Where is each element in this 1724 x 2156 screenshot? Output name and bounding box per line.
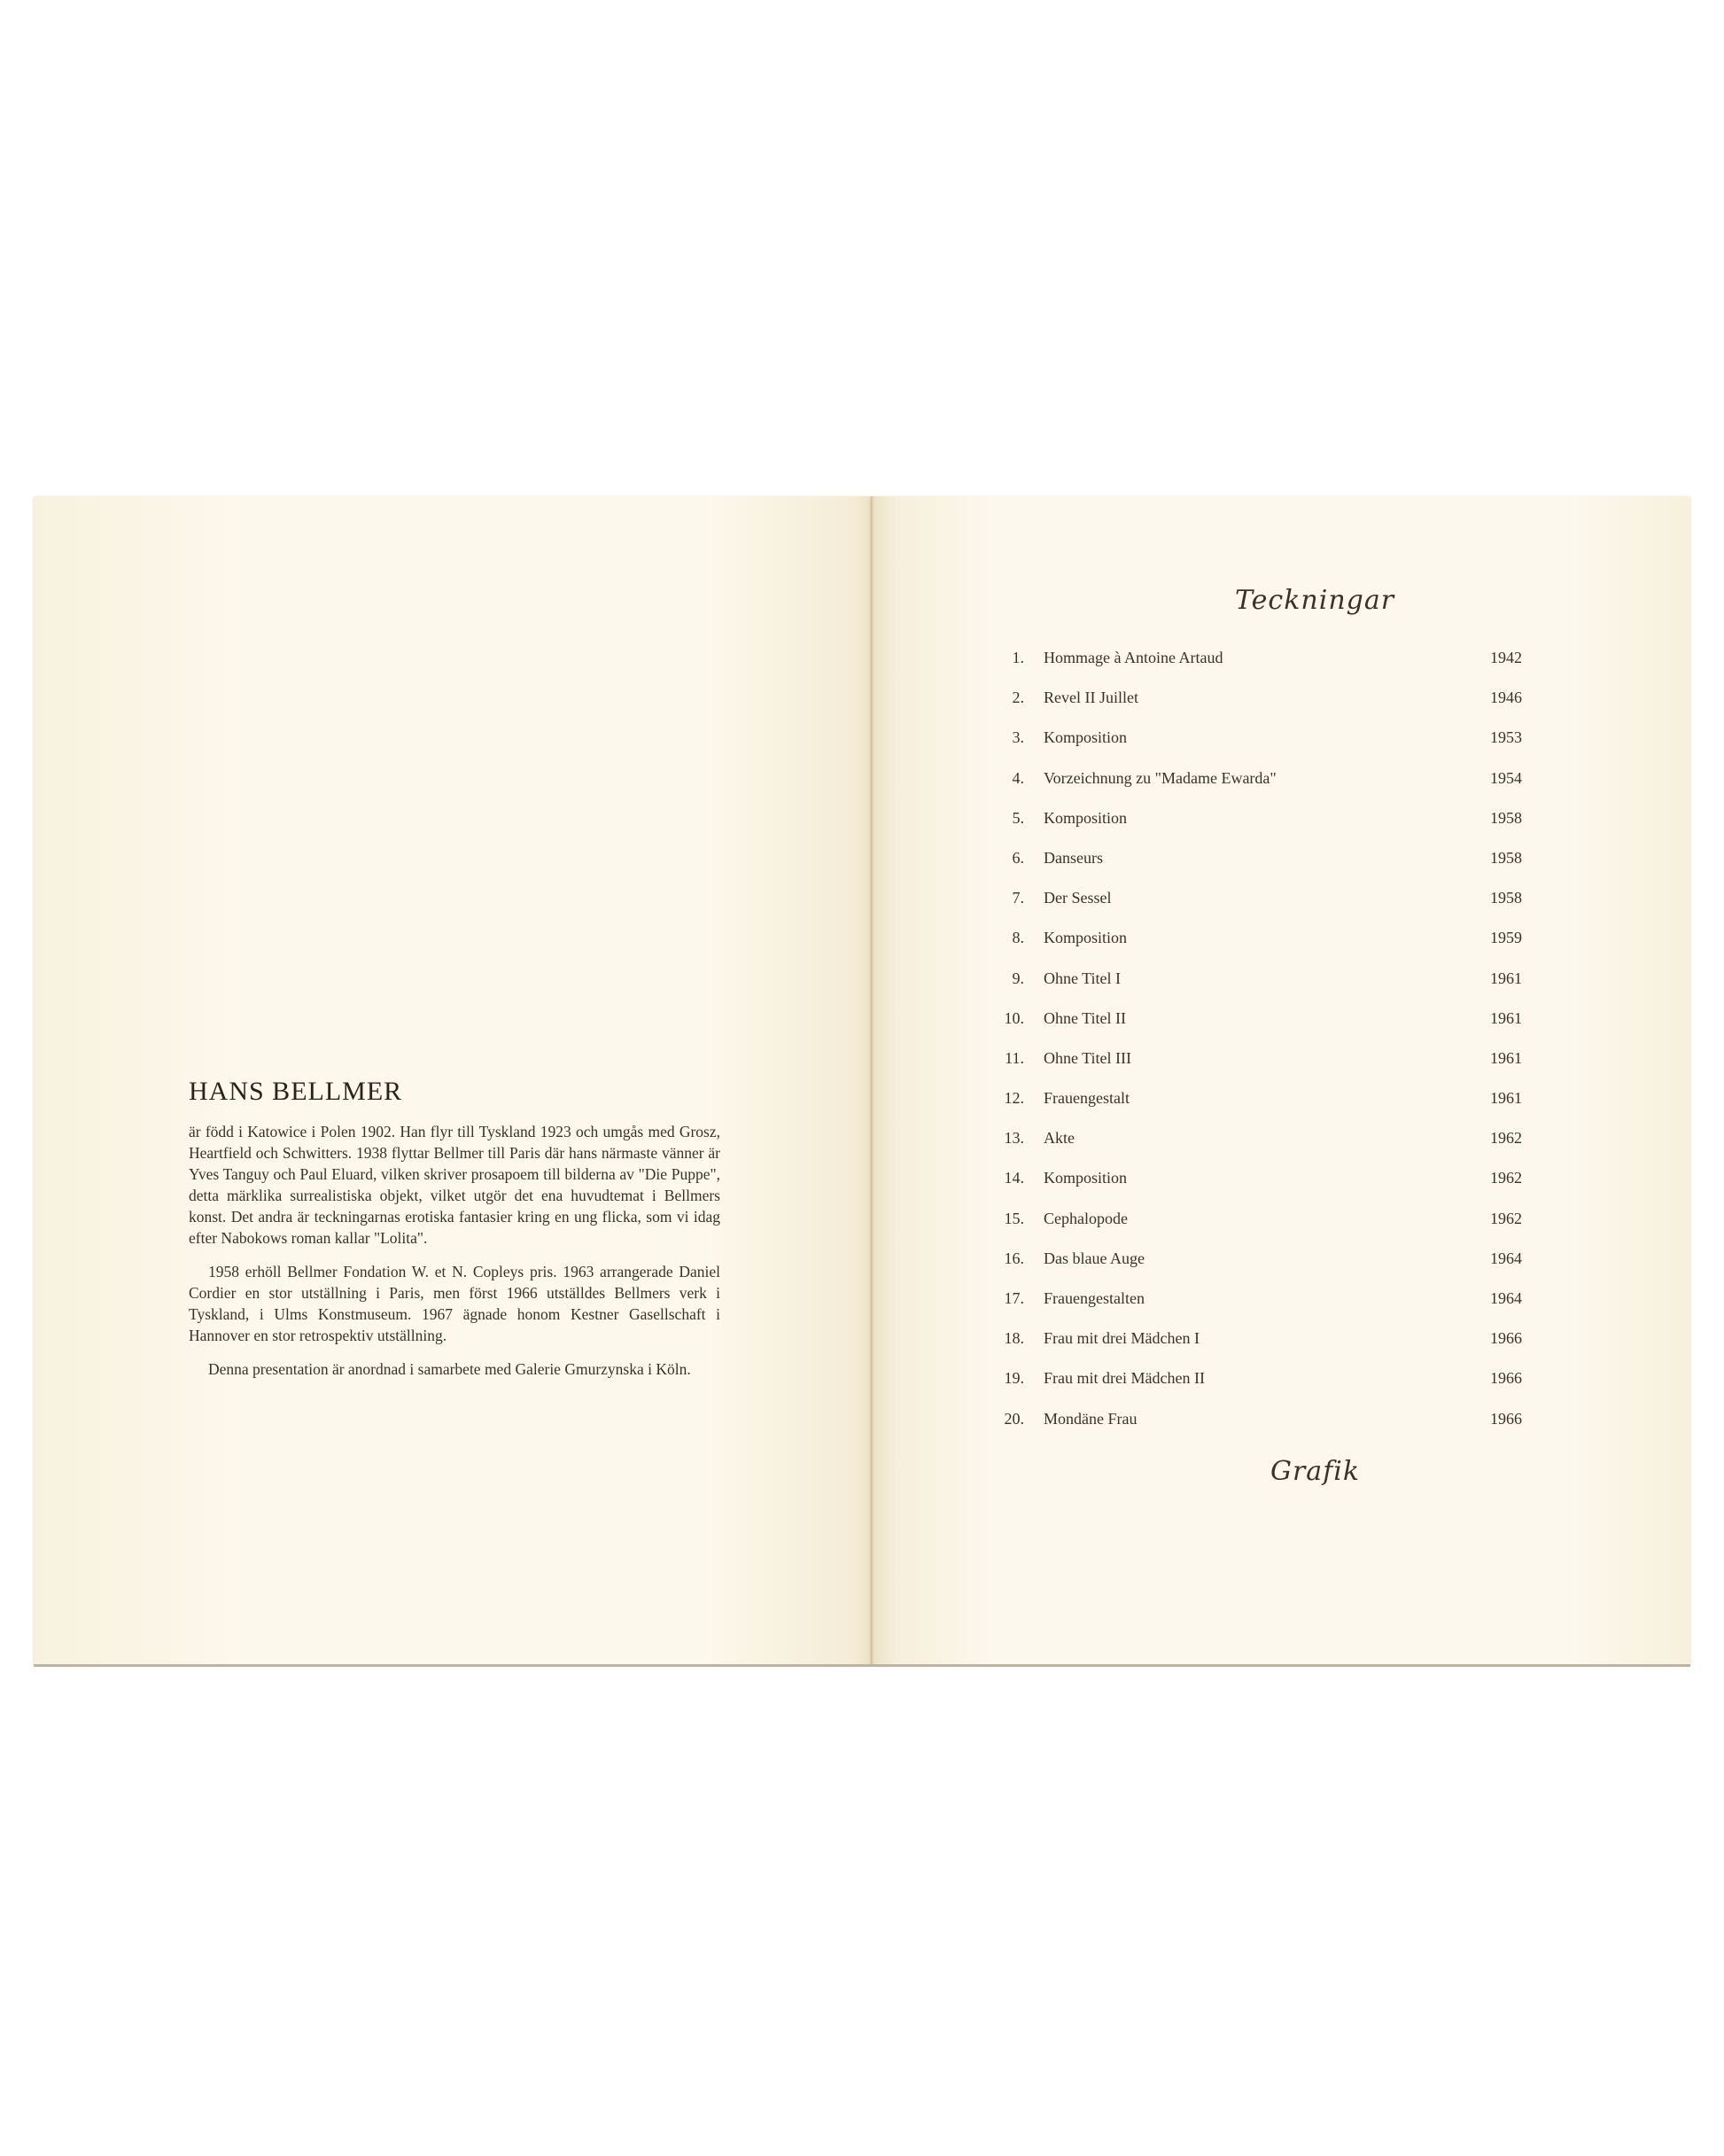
item-title: Frauengestalt: [1044, 1089, 1130, 1108]
item-year: 1961: [1490, 1008, 1522, 1027]
item-title: Frau mit drei Mädchen I: [1044, 1329, 1200, 1348]
list-item: [999, 929, 1522, 969]
item-number: 19.: [1004, 1369, 1024, 1388]
list-item: [999, 1129, 1522, 1169]
item-number: 2.: [1012, 689, 1024, 707]
artist-name-heading: HANS BELLMER: [189, 1077, 403, 1106]
item-year: 1958: [1490, 889, 1522, 907]
list-item: [999, 809, 1522, 849]
item-number: 13.: [1004, 1129, 1024, 1148]
item-year: 1958: [1490, 808, 1522, 827]
list-item: [999, 1089, 1522, 1129]
item-year: 1966: [1490, 1329, 1522, 1348]
item-year: 1961: [1490, 1048, 1522, 1067]
page-bottom-edge: [34, 1664, 1690, 1667]
bio-paragraph: Denna presentation är anordnad i samarbete med Galerie Gmurzynska i Köln.: [208, 1360, 691, 1378]
list-item: [999, 889, 1522, 929]
item-number: 18.: [1004, 1329, 1024, 1348]
page-gutter: [869, 496, 874, 1664]
right-page: [872, 496, 1690, 1664]
list-item: [999, 1210, 1522, 1249]
item-number: 3.: [1012, 728, 1024, 747]
list-item: [999, 1169, 1522, 1209]
list-item: [999, 969, 1522, 1009]
item-year: 1962: [1490, 1209, 1522, 1227]
item-title: Ohne Titel III: [1044, 1048, 1131, 1067]
section-heading-drawings: Teckningar: [1235, 585, 1395, 616]
item-number: 16.: [1004, 1249, 1024, 1267]
list-item: [999, 1249, 1522, 1289]
item-year: 1964: [1490, 1289, 1522, 1307]
list-item: [999, 849, 1522, 889]
bio-paragraph: är född i Katowice i Polen 1902. Han flyr till Tyskland 1923 och umgås med Grosz, Heartfield och Schwitters. 1938 flyttar Bellmer till Paris där hans närmaste vänner är Yves Tanguy och Paul Eluard, vilken skriver prosapoem till bilderna av "Die Puppe", detta märklika surrealistiska objekt, vilket utgör det ena huvudtemat i Bellmers konst. Det andra är teckningarnas erotiska fantasier kring en ung flicka, som vi idag efter Nabokows roman kallar "Lolita".: [189, 1123, 720, 1247]
works-list: [999, 649, 1522, 1450]
item-title: Das blaue Auge: [1044, 1249, 1145, 1267]
list-item: [999, 1049, 1522, 1089]
item-title: Danseurs: [1044, 848, 1103, 867]
item-title: Cephalopode: [1044, 1209, 1128, 1227]
list-item: [999, 689, 1522, 728]
item-year: 1961: [1490, 1089, 1522, 1108]
item-year: 1946: [1490, 689, 1522, 707]
item-number: 12.: [1004, 1089, 1024, 1108]
item-number: 8.: [1012, 929, 1024, 947]
item-title: Komposition: [1044, 929, 1128, 947]
item-title: Ohne Titel I: [1044, 969, 1122, 987]
item-year: 1953: [1490, 728, 1522, 747]
item-year: 1964: [1490, 1249, 1522, 1267]
item-year: 1961: [1490, 969, 1522, 987]
item-title: Komposition: [1044, 808, 1128, 827]
item-title: Frauengestalten: [1044, 1289, 1145, 1307]
section-heading-prints: Grafik: [1270, 1456, 1361, 1487]
item-title: Der Sessel: [1044, 889, 1112, 907]
list-item: [999, 769, 1522, 809]
item-number: 20.: [1004, 1409, 1024, 1428]
item-title: Komposition: [1044, 1169, 1128, 1187]
item-number: 14.: [1004, 1169, 1024, 1187]
item-year: 1962: [1490, 1169, 1522, 1187]
item-year: 1966: [1490, 1369, 1522, 1388]
catalog-spread: [34, 496, 1690, 1664]
item-number: 6.: [1012, 848, 1024, 867]
item-title: Revel II Juillet: [1044, 689, 1138, 707]
item-number: 4.: [1012, 768, 1024, 787]
item-title: Vorzeichnung zu "Madame Ewarda": [1044, 768, 1277, 787]
item-number: 17.: [1004, 1289, 1024, 1307]
list-item: [999, 728, 1522, 768]
item-title: Hommage à Antoine Artaud: [1044, 649, 1223, 666]
item-year: 1966: [1490, 1409, 1522, 1428]
item-number: 15.: [1004, 1209, 1024, 1227]
item-number: 7.: [1012, 889, 1024, 907]
item-number: 5.: [1012, 808, 1024, 827]
item-title: Komposition: [1044, 728, 1128, 747]
bio-paragraph: 1958 erhöll Bellmer Fondation W. et N. Copleys pris. 1963 arrangerade Daniel Cordier en stor utställning i Paris, men först 1966 utställdes Bellmers verk i Tyskland, i Ulms Konstmuseum. 1967 ägnade honom Kestner Gasellschaft i Hannover en stor retrospektiv utställning.: [189, 1263, 720, 1344]
list-item: [999, 1410, 1522, 1450]
list-item: [999, 1329, 1522, 1369]
list-item: [999, 649, 1522, 689]
list-item: [999, 1289, 1522, 1329]
list-item: [999, 1009, 1522, 1049]
list-item: [999, 1369, 1522, 1409]
item-title: Akte: [1044, 1129, 1075, 1148]
item-title: Frau mit drei Mädchen II: [1044, 1369, 1205, 1388]
item-year: 1962: [1490, 1129, 1522, 1148]
left-page: [34, 496, 872, 1664]
item-number: 11.: [1005, 1048, 1024, 1067]
item-title: Mondäne Frau: [1044, 1409, 1138, 1428]
item-number: 9.: [1012, 969, 1024, 987]
item-year: 1958: [1490, 848, 1522, 867]
item-title: Ohne Titel II: [1044, 1008, 1127, 1027]
artist-bio: [189, 1077, 720, 1392]
item-number: 1.: [1012, 649, 1024, 666]
item-year: 1954: [1490, 768, 1522, 787]
item-year: 1959: [1490, 929, 1522, 947]
item-year: 1942: [1490, 649, 1522, 666]
item-number: 10.: [1004, 1008, 1024, 1027]
